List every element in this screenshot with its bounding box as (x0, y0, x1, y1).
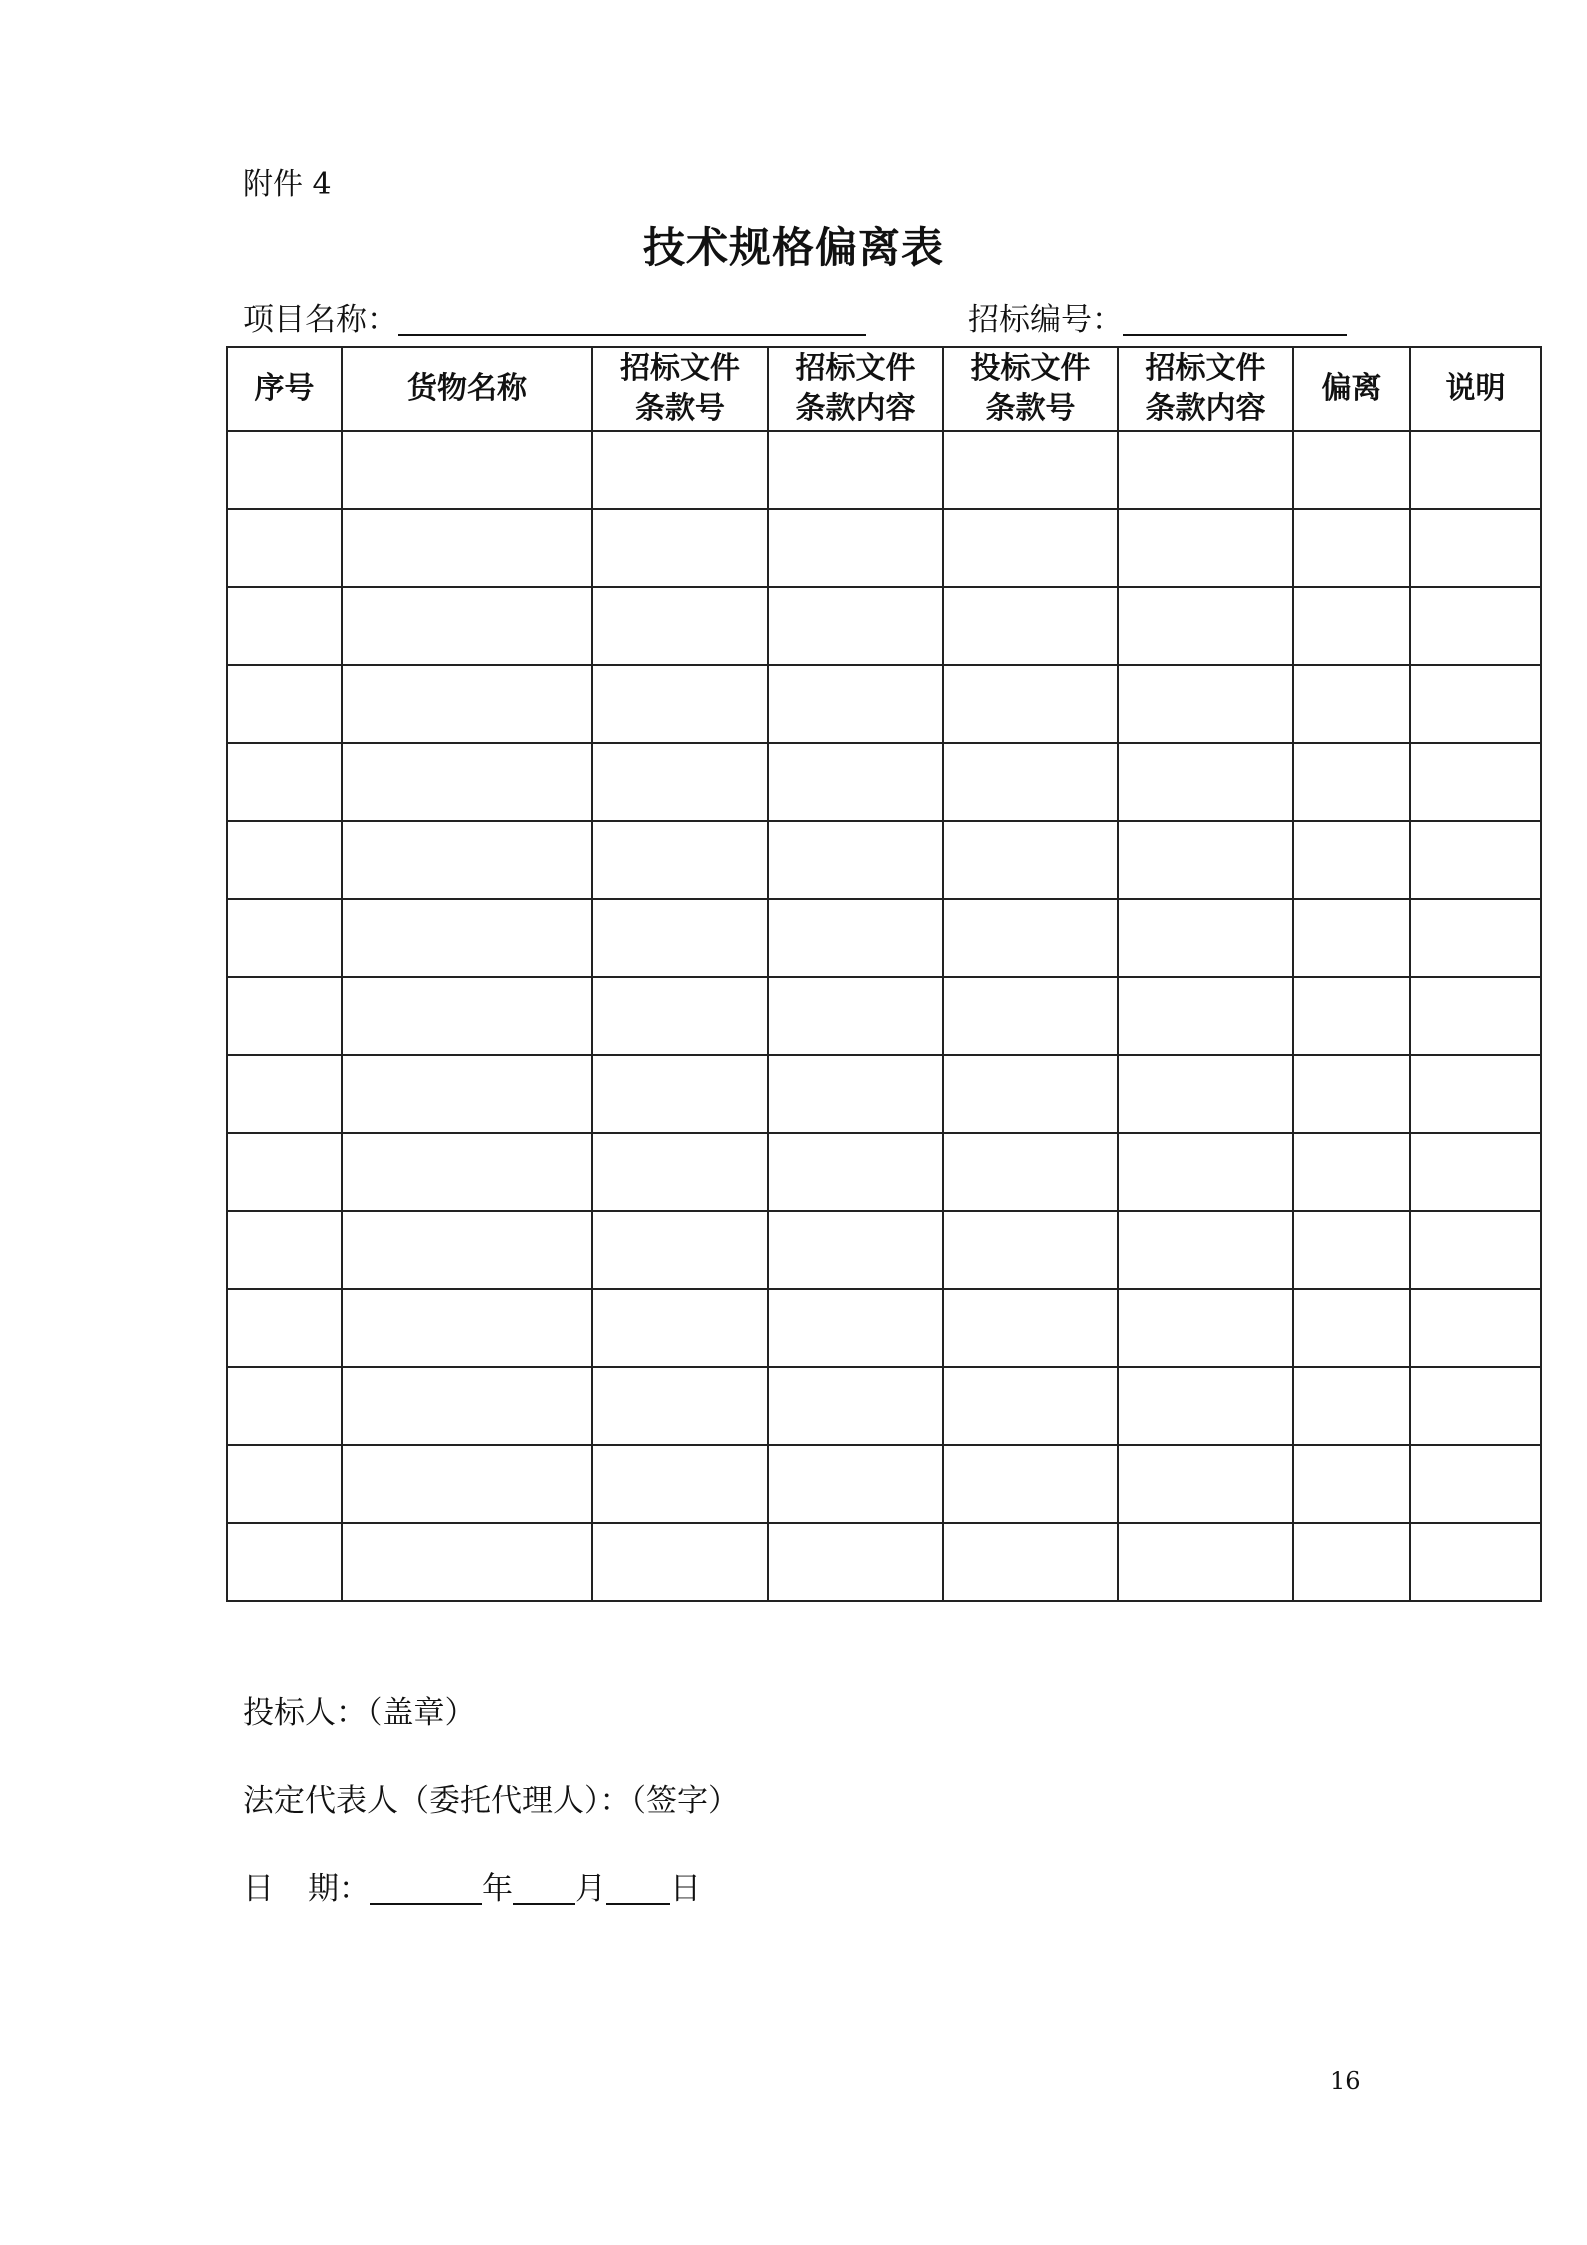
table-cell[interactable] (227, 1133, 342, 1211)
header-tender-clause-content: 招标文件 条款内容 (768, 347, 943, 431)
table-cell[interactable] (342, 665, 592, 743)
table-cell[interactable] (1410, 1367, 1541, 1445)
bidder-seal-line: 投标人：（盖章） (243, 1695, 476, 1731)
table-cell[interactable] (943, 899, 1118, 977)
table-cell[interactable] (1118, 977, 1293, 1055)
table-cell[interactable] (943, 1445, 1118, 1523)
table-row (227, 743, 1541, 821)
table-cell[interactable] (227, 899, 342, 977)
table-cell[interactable] (1293, 1289, 1410, 1367)
project-name-blank (398, 300, 866, 336)
table-cell[interactable] (768, 1445, 943, 1523)
table-cell[interactable] (1410, 1211, 1541, 1289)
table-row (227, 1445, 1541, 1523)
table-cell[interactable] (1410, 431, 1541, 509)
header-bid-clause-no: 投标文件 条款号 (943, 347, 1118, 431)
table-cell[interactable] (768, 821, 943, 899)
day-blank (606, 1869, 670, 1905)
legal-rep-signature-line: 法定代表人（委托代理人）：（签字） (243, 1783, 739, 1819)
table-cell[interactable] (1293, 1133, 1410, 1211)
table-cell[interactable] (1410, 1133, 1541, 1211)
table-row (227, 821, 1541, 899)
table-cell[interactable] (342, 431, 592, 509)
table-row (227, 509, 1541, 587)
table-cell[interactable] (227, 1367, 342, 1445)
table-cell[interactable] (768, 1367, 943, 1445)
table-cell[interactable] (1118, 509, 1293, 587)
document-title: 技术规格偏离表 (642, 223, 944, 272)
table-cell[interactable] (768, 587, 943, 665)
project-name-field (243, 300, 866, 340)
table-cell[interactable] (1293, 977, 1410, 1055)
table-cell[interactable] (943, 431, 1118, 509)
attachment-label: 附件 4 (243, 167, 332, 202)
table-row (227, 1211, 1541, 1289)
table-cell[interactable] (227, 1445, 342, 1523)
header-clause-content-2: 招标文件 条款内容 (1118, 347, 1293, 431)
table-cell[interactable] (227, 1523, 342, 1601)
table-row (227, 1367, 1541, 1445)
table-header-row (227, 347, 1541, 431)
table-cell[interactable] (768, 1211, 943, 1289)
table-cell[interactable] (943, 1211, 1118, 1289)
table-cell[interactable] (943, 1289, 1118, 1367)
table-cell[interactable] (1118, 821, 1293, 899)
table-cell[interactable] (943, 665, 1118, 743)
table-cell[interactable] (1118, 1055, 1293, 1133)
table-cell[interactable] (227, 821, 342, 899)
table-cell[interactable] (342, 1211, 592, 1289)
table-cell[interactable] (342, 509, 592, 587)
header-seq: 序号 (227, 347, 342, 431)
table-cell[interactable] (592, 1289, 768, 1367)
table-cell[interactable] (1293, 899, 1410, 977)
table-cell[interactable] (1410, 1289, 1541, 1367)
table-row (227, 1289, 1541, 1367)
table-row (227, 1523, 1541, 1601)
month-blank (513, 1869, 575, 1905)
year-blank (370, 1869, 482, 1905)
table-cell[interactable] (1293, 1523, 1410, 1601)
table-cell[interactable] (1410, 1055, 1541, 1133)
table-cell[interactable] (1293, 1211, 1410, 1289)
table-cell[interactable] (1410, 821, 1541, 899)
table-cell[interactable] (943, 1523, 1118, 1601)
table-cell[interactable] (768, 665, 943, 743)
table-cell[interactable] (1410, 1523, 1541, 1601)
table-cell[interactable] (1118, 1211, 1293, 1289)
table-cell[interactable] (768, 899, 943, 977)
bid-number-field (968, 300, 1347, 340)
table-cell[interactable] (768, 977, 943, 1055)
year-label: 年 (482, 1871, 513, 1907)
table-cell[interactable] (1293, 587, 1410, 665)
bid-number-label: 招标编号： (968, 302, 1123, 338)
table-cell[interactable] (342, 1133, 592, 1211)
table-cell[interactable] (592, 1211, 768, 1289)
month-label: 月 (575, 1871, 606, 1907)
table-cell[interactable] (1293, 509, 1410, 587)
table-cell[interactable] (943, 509, 1118, 587)
header-goods-name: 货物名称 (342, 347, 592, 431)
table-cell[interactable] (227, 1211, 342, 1289)
table-cell[interactable] (342, 899, 592, 977)
table-cell[interactable] (592, 1055, 768, 1133)
table-cell[interactable] (943, 1133, 1118, 1211)
table-cell[interactable] (768, 1055, 943, 1133)
table-cell[interactable] (943, 743, 1118, 821)
table-row (227, 665, 1541, 743)
table-cell[interactable] (592, 1445, 768, 1523)
table-cell[interactable] (1293, 1367, 1410, 1445)
table-cell[interactable] (1118, 431, 1293, 509)
table-row (227, 1133, 1541, 1211)
table-cell[interactable] (943, 821, 1118, 899)
table-cell[interactable] (592, 1133, 768, 1211)
table-body (227, 431, 1541, 1601)
table-cell[interactable] (592, 1523, 768, 1601)
project-name-label: 项目名称： (243, 302, 398, 338)
date-label-2: 期： (308, 1871, 370, 1907)
deviation-table (226, 346, 1542, 1602)
table-cell[interactable] (1118, 899, 1293, 977)
table-cell[interactable] (227, 977, 342, 1055)
table-cell[interactable] (592, 1367, 768, 1445)
table-cell[interactable] (592, 977, 768, 1055)
table-cell[interactable] (1410, 977, 1541, 1055)
table-cell[interactable] (1293, 665, 1410, 743)
bid-number-blank (1123, 300, 1347, 336)
table-cell[interactable] (1410, 899, 1541, 977)
table-cell[interactable] (1410, 665, 1541, 743)
table-cell[interactable] (768, 1133, 943, 1211)
table-cell[interactable] (768, 743, 943, 821)
table-cell[interactable] (227, 587, 342, 665)
table-cell[interactable] (592, 821, 768, 899)
table-cell[interactable] (768, 431, 943, 509)
table-cell[interactable] (943, 977, 1118, 1055)
table-cell[interactable] (227, 1055, 342, 1133)
table-cell[interactable] (592, 665, 768, 743)
header-remarks: 说明 (1410, 347, 1541, 431)
table-cell[interactable] (768, 1523, 943, 1601)
table-cell[interactable] (1118, 1445, 1293, 1523)
table-row (227, 431, 1541, 509)
table-row (227, 899, 1541, 977)
table-cell[interactable] (1118, 1523, 1293, 1601)
table-cell[interactable] (943, 1367, 1118, 1445)
header-tender-clause-no: 招标文件 条款号 (592, 347, 768, 431)
table-cell[interactable] (1118, 1367, 1293, 1445)
table-cell[interactable] (227, 1289, 342, 1367)
table-row (227, 1055, 1541, 1133)
table-cell[interactable] (1293, 821, 1410, 899)
table-row (227, 587, 1541, 665)
date-line (243, 1869, 701, 1909)
table-row (227, 977, 1541, 1055)
date-label-1: 日 (243, 1871, 274, 1907)
table-cell[interactable] (1410, 587, 1541, 665)
table-cell[interactable] (592, 743, 768, 821)
table-cell[interactable] (342, 1445, 592, 1523)
table-cell[interactable] (1410, 1445, 1541, 1523)
table-cell[interactable] (1293, 1055, 1410, 1133)
table-cell[interactable] (342, 1523, 592, 1601)
table-cell[interactable] (227, 509, 342, 587)
header-deviation: 偏离 (1293, 347, 1410, 431)
table-cell[interactable] (342, 743, 592, 821)
table-cell[interactable] (1293, 431, 1410, 509)
table-cell[interactable] (227, 431, 342, 509)
table-cell[interactable] (592, 587, 768, 665)
table-cell[interactable] (1410, 743, 1541, 821)
table-cell[interactable] (1410, 509, 1541, 587)
table-cell[interactable] (1118, 743, 1293, 821)
table-cell[interactable] (592, 509, 768, 587)
table-cell[interactable] (592, 431, 768, 509)
table-cell[interactable] (1118, 587, 1293, 665)
table-cell[interactable] (1118, 665, 1293, 743)
day-label: 日 (670, 1871, 701, 1907)
table-cell[interactable] (342, 821, 592, 899)
table-cell[interactable] (592, 899, 768, 977)
table-cell[interactable] (768, 1289, 943, 1367)
table-cell[interactable] (943, 587, 1118, 665)
table-cell[interactable] (342, 1367, 592, 1445)
table-cell[interactable] (1118, 1289, 1293, 1367)
table-cell[interactable] (227, 665, 342, 743)
table-cell[interactable] (1293, 743, 1410, 821)
table-cell[interactable] (768, 509, 943, 587)
table-cell[interactable] (1118, 1133, 1293, 1211)
table-cell[interactable] (342, 1055, 592, 1133)
table-cell[interactable] (1293, 1445, 1410, 1523)
table-cell[interactable] (342, 977, 592, 1055)
table-cell[interactable] (342, 1289, 592, 1367)
table-cell[interactable] (943, 1055, 1118, 1133)
table-cell[interactable] (227, 743, 342, 821)
page-number: 16 (1330, 2067, 1361, 2095)
table-cell[interactable] (342, 587, 592, 665)
